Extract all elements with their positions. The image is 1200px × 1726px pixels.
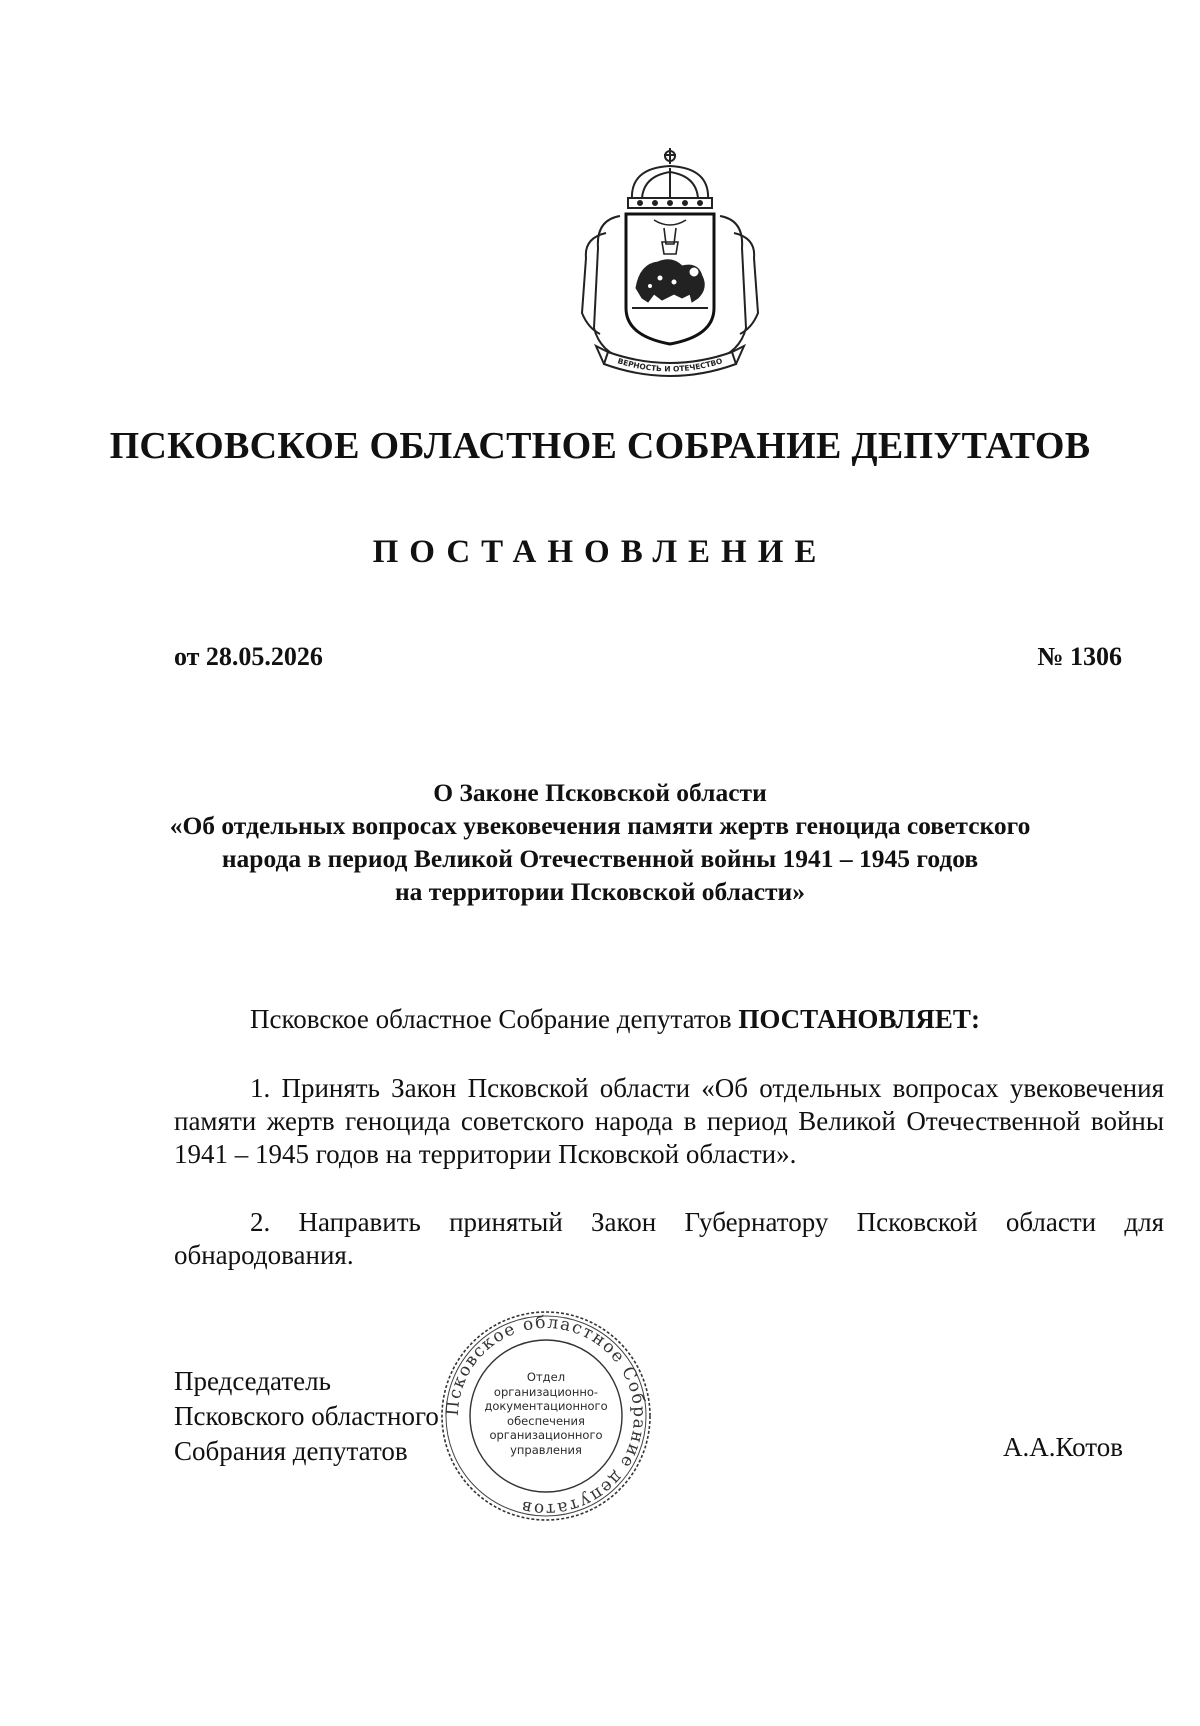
resolution-intro-text: Псковское областное Собрание депутатов: [250, 1004, 732, 1034]
subject-line: народа в период Великой Отечественной войны 1941 – 1945 годов: [221, 844, 979, 873]
resolution-paragraph-2: 2. Направить принятый Закон Губернатору Псковской области для обнародования.: [174, 1207, 1164, 1270]
signer-position-line: Председатель: [174, 1366, 331, 1396]
resolution-keyword: ПОСТАНОВЛЯЕТ:: [738, 1004, 980, 1034]
signer-position-line: Псковского областного: [174, 1401, 439, 1431]
document-type: ПОСТАНОВЛЕНИЕ: [372, 534, 828, 570]
stamp-inner-line: документационного: [484, 1399, 608, 1413]
document-number: № 1306: [1037, 642, 1122, 671]
signer-position: [174, 1364, 439, 1469]
stamp-inner-line: Отдел: [526, 1370, 566, 1384]
motto-text: ВЕРНОСТЬ И ОТЕЧЕСТВО: [616, 356, 724, 374]
document-subject: [150, 776, 1050, 908]
coat-of-arms-emblem: [570, 138, 770, 383]
organization-title: ПСКОВСКОЕ ОБЛАСТНОЕ СОБРАНИЕ ДЕПУТАТОВ: [109, 425, 1091, 467]
stamp-inner-line: управления: [510, 1442, 582, 1457]
subject-line: «Об отдельных вопросах увековечения памяти жертв геноцида советского: [169, 811, 1031, 840]
crown-icon: [628, 148, 712, 208]
stamp-inner-line: организационно-: [493, 1384, 599, 1399]
resolution-paragraph-1: 1. Принять Закон Псковской области «Об отдельных вопросах увековечения памяти жертв геноцида советского народа в период Великой Отечественной войны 1941 – 1945 годов на территории Псковской области».: [174, 1073, 1164, 1169]
signer-position-line: Собрания депутатов: [174, 1436, 408, 1466]
stamp-inner-text: [470, 1370, 622, 1457]
signer-name: А.А.Котов: [1003, 1432, 1123, 1462]
stamp-inner-line: обеспечения: [507, 1413, 585, 1428]
resolution-intro: [250, 1004, 980, 1035]
document-date: от 28.05.2026: [174, 642, 323, 671]
subject-line: на территории Псковской области»: [394, 877, 805, 906]
stamp-inner-line: организационного: [489, 1428, 603, 1442]
stamp-ring-text: Псковское областное Собрание депутатов: [442, 1312, 650, 1520]
subject-line: О Законе Псковской области: [433, 778, 767, 807]
